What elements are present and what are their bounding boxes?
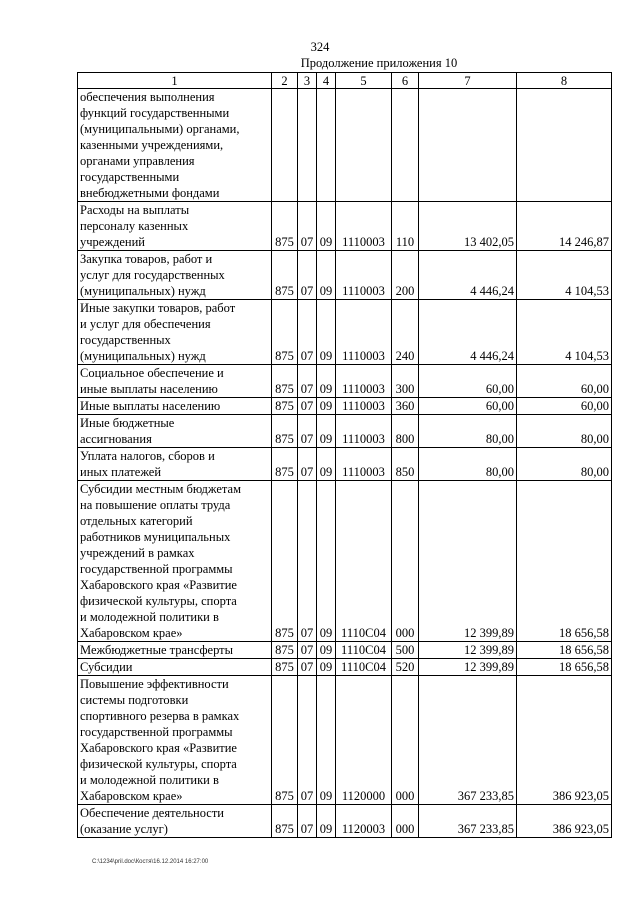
cell-c5: 1110003 bbox=[336, 202, 392, 251]
cell-c5 bbox=[336, 89, 392, 202]
description-line: спортивного резерва в рамках bbox=[80, 709, 240, 723]
cell-c7: 80,00 bbox=[419, 415, 517, 448]
continuation-title: Продолжение приложения 10 bbox=[300, 56, 458, 70]
description-line: Иные закупки товаров, работ bbox=[80, 301, 236, 315]
file-path-footer: C:\1234\pril.doc\Костя\16.12.2014 16:27:00 bbox=[92, 859, 209, 865]
description-line: Социальное обеспечение и bbox=[80, 366, 224, 380]
description-line: Расходы на выплаты bbox=[80, 203, 190, 217]
cell-c3: 07 bbox=[298, 202, 317, 251]
cell-c5: 1110003 bbox=[336, 398, 392, 415]
row-description bbox=[78, 415, 272, 448]
cell-c8: 80,00 bbox=[517, 448, 612, 481]
cell-c8 bbox=[517, 89, 612, 202]
description-line: Иные бюджетные bbox=[80, 416, 175, 430]
table-row bbox=[78, 676, 612, 805]
description-line: Субсидии местным бюджетам bbox=[80, 482, 241, 496]
table-row bbox=[78, 89, 612, 202]
cell-c5: 1110С04 bbox=[336, 659, 392, 676]
table-row bbox=[78, 415, 612, 448]
row-description bbox=[78, 398, 272, 415]
column-header: 5 bbox=[336, 73, 392, 89]
cell-c5: 1110003 bbox=[336, 251, 392, 300]
cell-c8: 386 923,05 bbox=[517, 676, 612, 805]
cell-c8: 18 656,58 bbox=[517, 481, 612, 642]
description-line: отдельных категорий bbox=[80, 514, 193, 528]
description-line: Хабаровского края «Развитие bbox=[80, 741, 237, 755]
description-line: системы подготовки bbox=[80, 693, 189, 707]
cell-c7: 12 399,89 bbox=[419, 481, 517, 642]
table-header-row bbox=[78, 73, 612, 89]
cell-c4: 09 bbox=[317, 398, 336, 415]
cell-c6: 110 bbox=[392, 202, 419, 251]
cell-c7: 60,00 bbox=[419, 398, 517, 415]
cell-c5: 1110003 bbox=[336, 448, 392, 481]
cell-c4: 09 bbox=[317, 676, 336, 805]
cell-c6: 000 bbox=[392, 805, 419, 838]
row-description bbox=[78, 642, 272, 659]
cell-c4: 09 bbox=[317, 365, 336, 398]
description-line: Межбюджетные трансферты bbox=[80, 643, 234, 657]
cell-c2: 875 bbox=[272, 676, 298, 805]
cell-c6: 800 bbox=[392, 415, 419, 448]
description-line: Хабаровского края «Развитие bbox=[80, 578, 237, 592]
cell-c3: 07 bbox=[298, 365, 317, 398]
column-header: 7 bbox=[419, 73, 517, 89]
cell-c2 bbox=[272, 89, 298, 202]
row-description bbox=[78, 805, 272, 838]
column-header: 2 bbox=[272, 73, 298, 89]
row-description bbox=[78, 481, 272, 642]
cell-c6: 000 bbox=[392, 676, 419, 805]
cell-c8: 18 656,58 bbox=[517, 642, 612, 659]
cell-c3: 07 bbox=[298, 659, 317, 676]
cell-c4: 09 bbox=[317, 251, 336, 300]
description-line: учреждений в рамках bbox=[80, 546, 195, 560]
cell-c8: 4 104,53 bbox=[517, 300, 612, 365]
cell-c5: 1110003 bbox=[336, 300, 392, 365]
description-line: государственными bbox=[80, 170, 180, 184]
description-line: Закупка товаров, работ и bbox=[80, 252, 213, 266]
cell-c7: 12 399,89 bbox=[419, 642, 517, 659]
cell-c6: 850 bbox=[392, 448, 419, 481]
cell-c6: 360 bbox=[392, 398, 419, 415]
description-line: Иные выплаты населению bbox=[80, 399, 221, 413]
cell-c8: 60,00 bbox=[517, 398, 612, 415]
description-line: государственной программы bbox=[80, 562, 233, 576]
cell-c4: 09 bbox=[317, 642, 336, 659]
cell-c4: 09 bbox=[317, 805, 336, 838]
description-line: персоналу казенных bbox=[80, 219, 189, 233]
cell-c2: 875 bbox=[272, 415, 298, 448]
cell-c2: 875 bbox=[272, 251, 298, 300]
cell-c7: 367 233,85 bbox=[419, 805, 517, 838]
table-row bbox=[78, 300, 612, 365]
cell-c8: 4 104,53 bbox=[517, 251, 612, 300]
table-row bbox=[78, 365, 612, 398]
cell-c2: 875 bbox=[272, 805, 298, 838]
cell-c8: 386 923,05 bbox=[517, 805, 612, 838]
cell-c4: 09 bbox=[317, 415, 336, 448]
table-row bbox=[78, 642, 612, 659]
description-line: физической культуры, спорта bbox=[80, 594, 237, 608]
row-description bbox=[78, 251, 272, 300]
description-line: учреждений bbox=[80, 235, 145, 249]
description-line: услуг для государственных bbox=[80, 268, 225, 282]
description-line: Хабаровском крае» bbox=[80, 626, 183, 640]
row-description bbox=[78, 202, 272, 251]
description-line: органами управления bbox=[80, 154, 195, 168]
cell-c5: 1120000 bbox=[336, 676, 392, 805]
cell-c2: 875 bbox=[272, 659, 298, 676]
cell-c3: 07 bbox=[298, 805, 317, 838]
cell-c4: 09 bbox=[317, 202, 336, 251]
description-line: иные выплаты населению bbox=[80, 382, 218, 396]
cell-c3: 07 bbox=[298, 300, 317, 365]
description-line: государственных bbox=[80, 333, 171, 347]
description-line: Обеспечение деятельности bbox=[80, 806, 225, 820]
cell-c6: 500 bbox=[392, 642, 419, 659]
cell-c3: 07 bbox=[298, 398, 317, 415]
description-line: Субсидии bbox=[80, 660, 133, 674]
cell-c4: 09 bbox=[317, 481, 336, 642]
description-line: работников муниципальных bbox=[80, 530, 231, 544]
cell-c2: 875 bbox=[272, 202, 298, 251]
cell-c5: 1120003 bbox=[336, 805, 392, 838]
cell-c5: 1110003 bbox=[336, 415, 392, 448]
row-description bbox=[78, 300, 272, 365]
table-row bbox=[78, 659, 612, 676]
description-line: физической культуры, спорта bbox=[80, 757, 237, 771]
cell-c6 bbox=[392, 89, 419, 202]
cell-c7: 367 233,85 bbox=[419, 676, 517, 805]
description-line: (муниципальных) нужд bbox=[80, 349, 206, 363]
cell-c4 bbox=[317, 89, 336, 202]
cell-c3: 07 bbox=[298, 676, 317, 805]
cell-c2: 875 bbox=[272, 300, 298, 365]
cell-c8: 80,00 bbox=[517, 415, 612, 448]
column-header: 4 bbox=[317, 73, 336, 89]
cell-c5: 1110С04 bbox=[336, 642, 392, 659]
cell-c7: 4 446,24 bbox=[419, 300, 517, 365]
cell-c2: 875 bbox=[272, 642, 298, 659]
table-body bbox=[78, 89, 612, 838]
cell-c4: 09 bbox=[317, 659, 336, 676]
cell-c6: 300 bbox=[392, 365, 419, 398]
row-description bbox=[78, 448, 272, 481]
description-line: и молодежной политики в bbox=[80, 610, 219, 624]
column-header: 3 bbox=[298, 73, 317, 89]
cell-c5: 1110С04 bbox=[336, 481, 392, 642]
cell-c7: 4 446,24 bbox=[419, 251, 517, 300]
description-line: (муниципальными) органами, bbox=[80, 122, 240, 136]
column-header: 6 bbox=[392, 73, 419, 89]
cell-c4: 09 bbox=[317, 448, 336, 481]
table-row bbox=[78, 251, 612, 300]
description-line: и молодежной политики в bbox=[80, 773, 219, 787]
cell-c7: 60,00 bbox=[419, 365, 517, 398]
table-row bbox=[78, 481, 612, 642]
column-header: 8 bbox=[517, 73, 612, 89]
description-line: иных платежей bbox=[80, 465, 162, 479]
cell-c7: 13 402,05 bbox=[419, 202, 517, 251]
cell-c2: 875 bbox=[272, 365, 298, 398]
description-line: Хабаровском крае» bbox=[80, 789, 183, 803]
cell-c3: 07 bbox=[298, 481, 317, 642]
row-description bbox=[78, 676, 272, 805]
row-description bbox=[78, 659, 272, 676]
description-line: казенными учреждениями, bbox=[80, 138, 224, 152]
budget-table bbox=[77, 72, 612, 838]
description-line: и услуг для обеспечения bbox=[80, 317, 211, 331]
description-line: функций государственными bbox=[80, 106, 230, 120]
cell-c6: 520 bbox=[392, 659, 419, 676]
cell-c7: 80,00 bbox=[419, 448, 517, 481]
description-line: (оказание услуг) bbox=[80, 822, 168, 836]
cell-c2: 875 bbox=[272, 398, 298, 415]
cell-c7: 12 399,89 bbox=[419, 659, 517, 676]
cell-c2: 875 bbox=[272, 448, 298, 481]
description-line: Повышение эффективности bbox=[80, 677, 229, 691]
cell-c6: 240 bbox=[392, 300, 419, 365]
row-description bbox=[78, 89, 272, 202]
description-line: обеспечения выполнения bbox=[80, 90, 215, 104]
cell-c3: 07 bbox=[298, 448, 317, 481]
cell-c6: 200 bbox=[392, 251, 419, 300]
cell-c8: 14 246,87 bbox=[517, 202, 612, 251]
description-line: государственной программы bbox=[80, 725, 233, 739]
table-row bbox=[78, 398, 612, 415]
cell-c8: 60,00 bbox=[517, 365, 612, 398]
cell-c7 bbox=[419, 89, 517, 202]
description-line: на повышение оплаты труда bbox=[80, 498, 231, 512]
table-row bbox=[78, 202, 612, 251]
description-line: Уплата налогов, сборов и bbox=[80, 449, 215, 463]
row-description bbox=[78, 365, 272, 398]
cell-c3 bbox=[298, 89, 317, 202]
column-header: 1 bbox=[78, 73, 272, 89]
cell-c3: 07 bbox=[298, 251, 317, 300]
cell-c5: 1110003 bbox=[336, 365, 392, 398]
cell-c3: 07 bbox=[298, 642, 317, 659]
cell-c8: 18 656,58 bbox=[517, 659, 612, 676]
cell-c4: 09 bbox=[317, 300, 336, 365]
description-line: внебюджетными фондами bbox=[80, 186, 220, 200]
table-row bbox=[78, 805, 612, 838]
page-number: 324 bbox=[310, 40, 330, 54]
table-row bbox=[78, 448, 612, 481]
cell-c3: 07 bbox=[298, 415, 317, 448]
description-line: (муниципальных) нужд bbox=[80, 284, 206, 298]
description-line: ассигнования bbox=[80, 432, 152, 446]
cell-c2: 875 bbox=[272, 481, 298, 642]
cell-c6: 000 bbox=[392, 481, 419, 642]
